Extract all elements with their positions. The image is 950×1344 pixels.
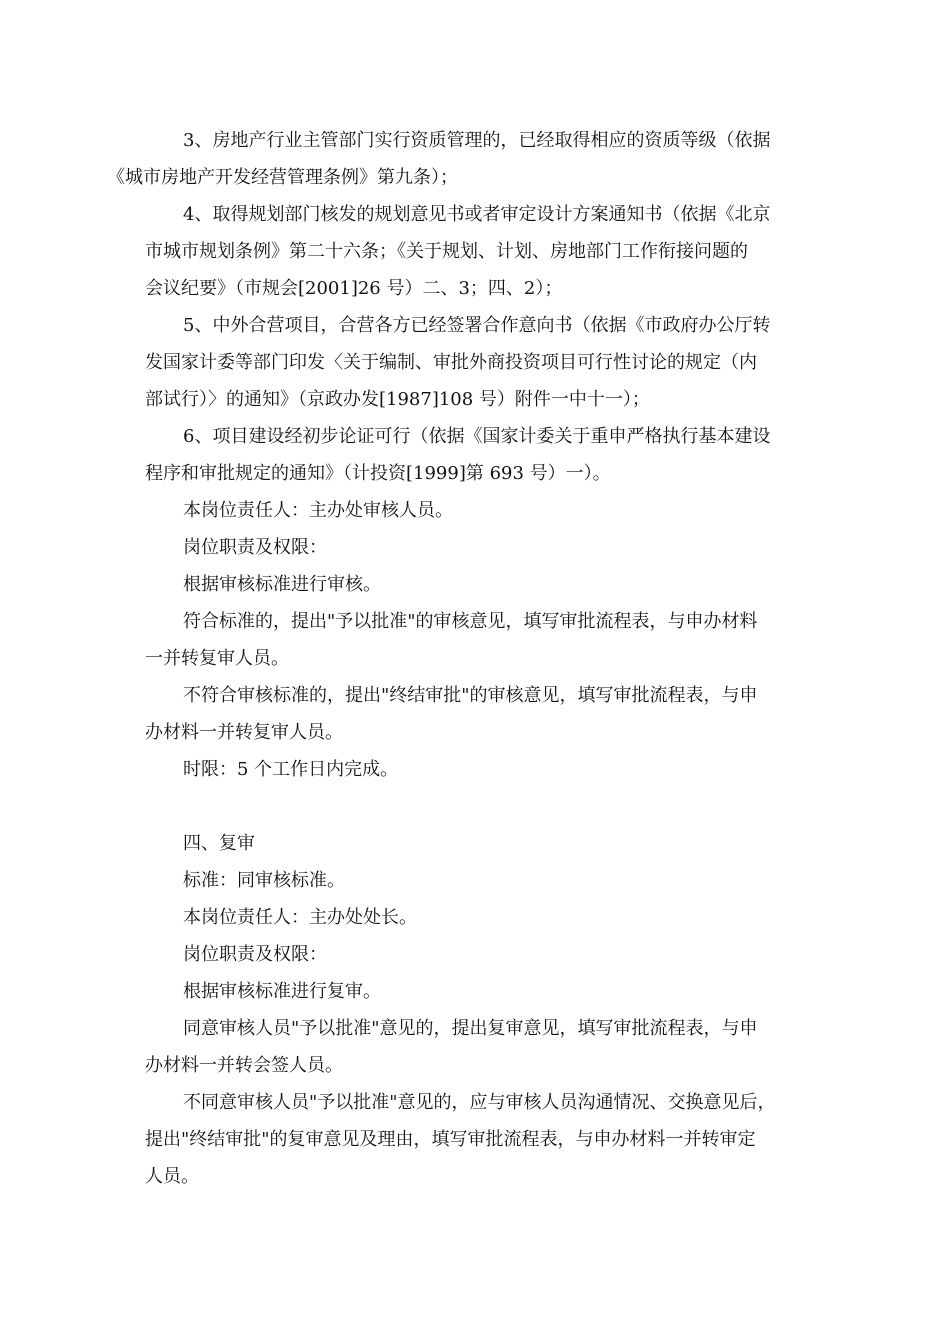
paragraph-time-limit	[145, 751, 810, 788]
text-line: 岗位职责及权限：	[183, 944, 327, 965]
text-line: 市城市规划条例》第二十六条；《关于规划、计划、房地部门工作衔接问题的	[145, 241, 748, 262]
section-heading	[145, 825, 810, 862]
paragraph-responsible	[145, 492, 810, 529]
text-line: 人员。	[145, 1166, 199, 1187]
text-line: 不同意审核人员"予以批准"意见的，应与审核人员沟通情况、交换意见后，	[183, 1092, 776, 1113]
text-line: 3、房地产行业主管部门实行资质管理的，已经取得相应的资质等级（依据	[183, 130, 771, 151]
text-line: 4、取得规划部门核发的规划意见书或者审定设计方案通知书（依据《北京	[183, 204, 771, 225]
text-line: 会议纪要》（市规会[2001]26 号）二、3；四、2）；	[145, 278, 563, 299]
paragraph-disagree-case	[145, 1084, 810, 1195]
text-line: 部试行）〉的通知》（京政办发[1987]108 号）附件一中十一）；	[145, 389, 650, 410]
text-line: 不符合审核标准的，提出"终结审批"的审核意见，填写审批流程表，与申	[183, 685, 758, 706]
section-gap	[145, 788, 810, 825]
paragraph-reject-case	[145, 677, 810, 751]
text-line: 根据审核标准进行复审。	[183, 981, 381, 1002]
text-line: 本岗位责任人：主办处审核人员。	[183, 500, 453, 521]
paragraph-item-3	[107, 122, 810, 196]
paragraph-agree-case	[145, 1010, 810, 1084]
text-line: 发国家计委等部门印发〈关于编制、审批外商投资项目可行性讨论的规定（内	[145, 352, 757, 373]
paragraph-duties-label	[145, 529, 810, 566]
text-line: 提出"终结审批"的复审意见及理由，填写审批流程表，与申办材料一并转审定	[145, 1129, 756, 1150]
paragraph-review-basis	[145, 566, 810, 603]
paragraph-item-4	[145, 196, 810, 307]
text-line: 6、项目建设经初步论证可行（依据《国家计委关于重申严格执行基本建设	[183, 426, 771, 447]
text-line: 符合标准的，提出"予以批准"的审核意见，填写审批流程表，与申办材料	[183, 611, 758, 632]
paragraph-standard	[145, 862, 810, 899]
text-line: 5、中外合营项目，合营各方已经签署合作意向书（依据《市政府办公厅转	[183, 315, 771, 336]
text-line: 办材料一并转会签人员。	[145, 1055, 343, 1076]
paragraph-recheck-basis	[145, 973, 810, 1010]
paragraph-item-5	[145, 307, 810, 418]
text-line: 岗位职责及权限：	[183, 537, 327, 558]
text-line: 本岗位责任人：主办处处长。	[183, 907, 417, 928]
paragraph-responsible-2	[145, 899, 810, 936]
text-line: 根据审核标准进行审核。	[183, 574, 381, 595]
text-line: 时限：5 个工作日内完成。	[183, 759, 399, 780]
paragraph-item-6	[145, 418, 810, 492]
document-page	[107, 122, 810, 1195]
paragraph-approve-case	[145, 603, 810, 677]
text-line: 程序和审批规定的通知》（计投资[1999]第 693 号）一）。	[145, 463, 611, 484]
text-line: 同意审核人员"予以批准"意见的，提出复审意见，填写审批流程表，与申	[183, 1018, 758, 1039]
text-line: 四、复审	[183, 833, 255, 854]
text-line: 标准：同审核标准。	[183, 870, 345, 891]
paragraph-duties-label-2	[145, 936, 810, 973]
text-line: 《城市房地产开发经营管理条例》第九条）；	[107, 167, 458, 188]
text-line: 一并转复审人员。	[145, 648, 289, 669]
text-line: 办材料一并转复审人员。	[145, 722, 343, 743]
